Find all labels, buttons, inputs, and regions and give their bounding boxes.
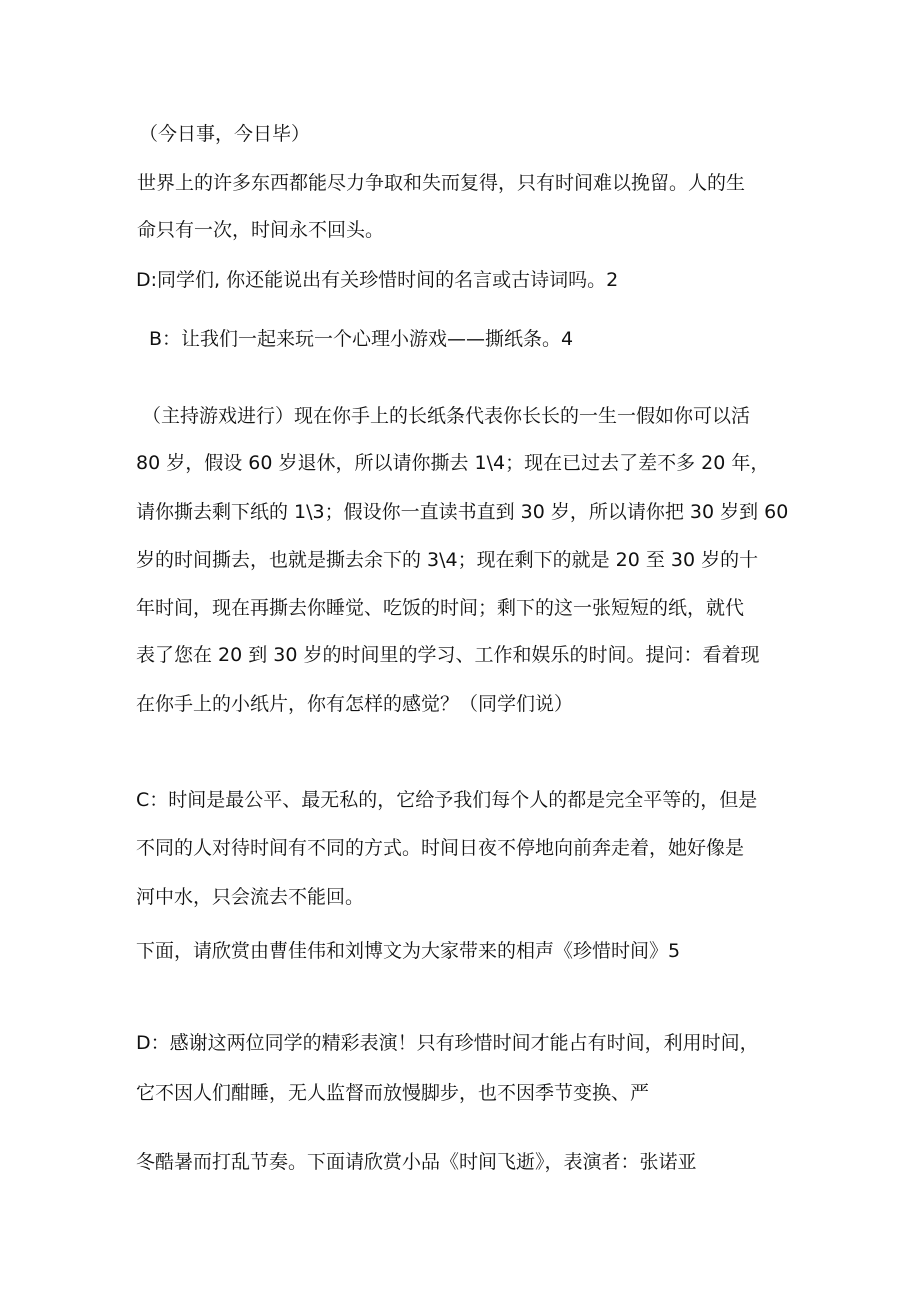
text-line: （今日事，今日毕） bbox=[139, 123, 311, 145]
text-line: 冬酷暑而打乱节奏。下面请欣赏小品《时间飞逝》，表演者：张诺亚 bbox=[136, 1151, 697, 1173]
text-line: 河中水，只会流去不能回。 bbox=[136, 886, 365, 908]
text-line: C：时间是最公平、最无私的，它给予我们每个人的都是完全平等的，但是 bbox=[136, 789, 758, 811]
text-line: 岁的时间撕去，也就是撕去余下的 3\4；现在剩下的就是 20 至 30 岁的十 bbox=[136, 549, 759, 571]
text-line: D:同学们, 你还能说出有关珍惜时间的名言或古诗词吗。2 bbox=[136, 269, 619, 291]
text-line: B：让我们一起来玩一个心理小游戏——撕纸条。4 bbox=[149, 328, 574, 350]
text-line: 80 岁，假设 60 岁退休，所以请你撕去 1\4；现在已过去了差不多 20 年， bbox=[136, 452, 770, 474]
text-line: 不同的人对待时间有不同的方式。时间日夜不停地向前奔走着，她好像是 bbox=[136, 837, 745, 859]
text-line: （主持游戏进行）现在你手上的长纸条代表你长长的一生一假如你可以活 bbox=[142, 405, 751, 427]
text-line: 世界上的许多东西都能尽力争取和失而复得，只有时间难以挽留。人的生 bbox=[137, 172, 746, 194]
text-line: 年时间，现在再撕去你睡觉、吃饭的时间；剩下的这一张短短的纸，就代 bbox=[136, 597, 745, 619]
text-line: 在你手上的小纸片，你有怎样的感觉？（同学们说） bbox=[136, 693, 574, 715]
text-line: 下面，请欣赏由曹佳伟和刘博文为大家带来的相声《珍惜时间》5 bbox=[136, 940, 681, 962]
text-line: 命只有一次，时间永不回头。 bbox=[137, 219, 385, 241]
text-line: D：感谢这两位同学的精彩表演！只有珍惜时间才能占有时间，利用时间， bbox=[136, 1032, 759, 1054]
text-line: 请你撕去剩下纸的 1\3；假设你一直读书直到 30 岁，所以请你把 30 岁到 60 bbox=[136, 501, 789, 523]
text-line: 它不因人们酣睡，无人监督而放慢脚步，也不因季节变换、严 bbox=[136, 1082, 650, 1104]
text-line: 表了您在 20 到 30 岁的时间里的学习、工作和娱乐的时间。提问：看着现 bbox=[136, 644, 760, 666]
